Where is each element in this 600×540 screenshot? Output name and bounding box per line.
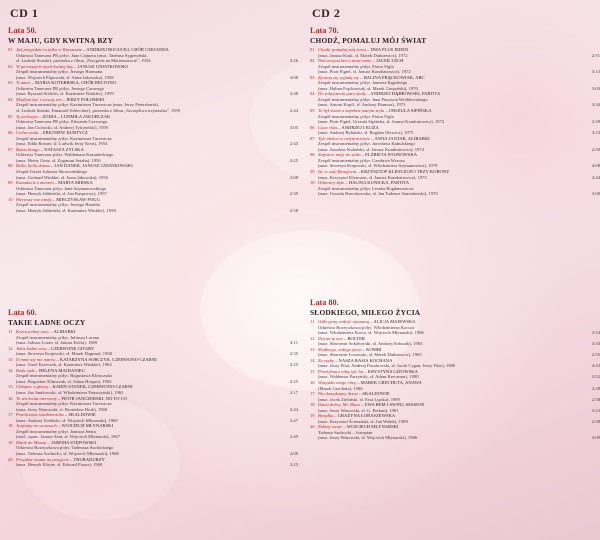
track-entry	[310, 347, 600, 358]
track-number: 16	[310, 380, 315, 386]
track-title: Kanadacie z marzeń	[16, 180, 54, 186]
track-duration: 2:39	[591, 119, 600, 125]
track-artist: – EWA BEM I SWING SESSION	[361, 402, 425, 408]
track-credit: (muz. Józef Krzeczek, sł. Kazimierz Winkler), 1964	[16, 362, 112, 368]
track-credit: (muz. Włodzimierz Korcz, sł. Wojciech Młynarski), 1986	[318, 330, 424, 336]
track-entry	[310, 369, 600, 380]
track-duration: 3:34	[591, 102, 600, 108]
cd1-section-50s	[8, 26, 298, 213]
track-duration: 2:49	[289, 434, 298, 440]
track-credit: (muz. Seweryn Krajewski, sł. Marek Dagnan), 1968	[16, 351, 112, 357]
track-entry	[8, 396, 298, 413]
track-number: 01	[8, 47, 13, 52]
track-title: Przyjdzie mama na przyjęcie	[16, 456, 69, 462]
track-artist: – ANDRZEJ DĄBROWSKI, PARTITA	[367, 91, 441, 97]
track-title: Iść w stali Beauforta	[318, 169, 357, 175]
track-credit: Zespół instrumentalny p/dyr. Jerzego Harmana	[16, 69, 103, 75]
track-number: 05	[8, 113, 13, 119]
track-artist: – SKALDOWIE	[65, 412, 96, 418]
track-duration: 2:43	[289, 141, 298, 147]
track-credit: (muz. Krzysztof Ścierański, sł. Jan Wołek), 1989	[318, 418, 408, 424]
track-number: 02	[8, 63, 13, 69]
track-artist: – WOJCIECH MŁYNARSKI	[57, 423, 114, 429]
track-number: 01	[310, 47, 315, 52]
track-credit: (muz. Sławomir Łosowski, sł. Marek Dutkiewicz), 1983	[318, 352, 422, 358]
section-title: Lata 80.	[310, 298, 339, 307]
track-credit: (muz. Jan Cichocki, sł. Andrzej Tylczyński), 1959	[16, 124, 108, 130]
track-credit: (trad., oprac. Janusz Sent, sł. Wojciech Młynarski), 1967	[16, 434, 121, 440]
track-entry	[310, 47, 600, 58]
track-credit: (muz. Jan Janikowski, sł. Włodzimierz Patuszyński), 1963	[16, 390, 124, 396]
track-duration: 2:39	[289, 191, 298, 197]
track-title: O mnie się nie martw	[16, 356, 56, 362]
track-number: 17	[8, 412, 13, 418]
cd2-label: CD 2	[312, 6, 341, 20]
track-entry	[310, 391, 600, 402]
track-duration: 2:08	[289, 174, 298, 180]
track-number: 13	[310, 346, 315, 352]
track-title: Chodź, pomaluj mój świat	[318, 47, 366, 52]
track-credit: (muz. Jerzy Filar, Andrzej Puczkowski, sł. Jacek Cygan, Jerzy Filar), 1980	[318, 363, 456, 369]
track-credit: (muz. Tadeusz Suchocki, sł. Wojciech Młynarski), 1968	[16, 451, 119, 457]
track-artist: – MIECZYSŁAW FOGG	[52, 196, 100, 202]
track-entry	[8, 114, 298, 131]
track-credit: Orkiestra Taneczna PR p/dyr. Jana Cajmera (muz. Tadeusz Sygietyński,	[16, 52, 148, 58]
track-entry	[310, 402, 600, 413]
track-title: Chłopiec z gitarą	[16, 384, 48, 390]
track-artist: – ALIBABKI	[50, 329, 76, 334]
track-duration: 4:08	[289, 74, 298, 80]
track-entry	[310, 152, 600, 169]
track-credit: (muz. Ryszard Sielicki, sł. Kazimierz Winkler), 1959	[16, 91, 114, 97]
track-list	[8, 329, 298, 468]
track-artist: – ALICJA MAJEWSKA	[370, 319, 416, 324]
track-title: W pierwszych mych kwitną bzy	[16, 63, 73, 69]
track-title: Wszystko czego chcę	[318, 380, 357, 386]
track-credit: Zespół instrumentalny p/dyr. Bogusława Klimczuka	[16, 373, 112, 379]
track-credit: (muz. Heinz Gietz, sł. Zygmunt Sztaba), 1956	[16, 157, 101, 163]
track-number: 03	[8, 80, 13, 86]
track-title: Przeżyłam z tobą tyle lat	[318, 368, 364, 374]
track-title: Odkryjemy miłość nieznaną	[318, 319, 370, 324]
track-credit: sł. Ludwik Starski, Emanuel Schlechter), piosenka z filmu „Szczęśliwa trzynastka", 1959	[16, 108, 181, 114]
track-credit: Zespół instrumentalny p/dyr. Leszka Bogdanowicza	[318, 185, 414, 191]
track-title: Róbmy swoje	[318, 424, 343, 430]
track-duration: 2:25	[289, 157, 298, 163]
track-entry	[310, 136, 600, 153]
track-entry	[8, 163, 298, 180]
track-duration: 3:23	[289, 462, 298, 468]
track-entry	[8, 423, 298, 440]
track-credit: Zespół instrumentalny p/dyr. Juliusza Lorana	[16, 334, 100, 340]
track-entry	[310, 108, 600, 125]
track-duration: 3:52	[591, 374, 600, 380]
section-title: Lata 50.	[8, 26, 37, 35]
track-entry	[8, 147, 298, 164]
track-duration: 4:43	[591, 363, 600, 369]
track-credit: Zespół instrumentalny p/dyr. Kazimierza Turewicza	[16, 135, 112, 141]
track-credit: Orkiestra Taneczna PR p/dyr. Jerzego Caronego	[16, 85, 105, 91]
track-duration: 3:26	[289, 58, 298, 64]
track-artist: – JERZY POŁOMSKI	[62, 96, 105, 102]
track-duration: 3:38	[591, 385, 600, 391]
track-entry	[310, 380, 600, 391]
track-artist: – ELŻBIETA WOJNOWSKA	[361, 152, 418, 158]
track-duration: 4:08	[591, 163, 600, 169]
track-list	[310, 47, 600, 197]
track-title: Do zobaczenia jutro kiedy	[318, 91, 366, 97]
track-title: Ty zielonym	[16, 113, 38, 119]
track-entry	[310, 75, 600, 92]
track-artist: – HALINA FRĄCKOWIAK, ABC	[360, 74, 425, 80]
section-subtitle: SŁODKIEGO, MIŁEGO ŻYCIA	[310, 308, 421, 317]
track-title: Za szybę	[318, 357, 334, 363]
track-duration: 3:54	[591, 330, 600, 336]
track-number: 07	[8, 146, 13, 152]
track-artist: – ZODIA – LUDMIŁA JAKUBCZAK	[38, 113, 111, 119]
track-title: Ti amor	[16, 80, 31, 86]
track-artist: – JANUSZ GNIATKOWSKI	[74, 63, 128, 69]
track-credit: (muz. Urszula Rzeczkowska, sł. Jan Tadeusz Stanisławski), 1970	[318, 191, 438, 197]
track-credit: Orkiestra Taneczna p/dyr. Jana Szymanowskiego	[16, 185, 107, 191]
track-duration: 3:33	[591, 341, 600, 347]
track-duration: 2:35	[289, 351, 298, 357]
track-artist: – KRZYSZTOF KLENCZON I TRZY KORONY	[357, 169, 450, 175]
track-number: 14	[8, 367, 13, 373]
track-credit: Zespół instrumentalny p/dyr. Jarosława Kukulskiego	[318, 141, 415, 147]
track-credit: Zespół instrumentalny p/dyr. Janusza Kępskiego	[318, 80, 408, 86]
track-number: 15	[310, 368, 315, 374]
track-entry	[8, 64, 298, 81]
track-entry	[8, 329, 298, 346]
track-entry	[310, 413, 600, 424]
track-entry	[8, 457, 298, 468]
track-title: Tyle słońca w całym mieście	[318, 135, 370, 141]
track-entry	[8, 368, 298, 385]
track-credit: (muz. Wojciech Piętowski, sł. Anna Jakowska), 1958	[16, 74, 114, 80]
track-credit: (muz. Jerzy Wasowski, sł. Wojciech Młynarski), 1986	[318, 435, 418, 441]
track-duration: 2:25	[289, 378, 298, 384]
track-artist: – NATASZA ZYLSKA	[40, 146, 84, 152]
section-title: Lata 70.	[310, 26, 339, 35]
track-title: Takie ładne oczy	[16, 345, 47, 351]
track-entry	[310, 58, 600, 75]
track-duration: 3:48	[289, 91, 298, 97]
track-duration: 2:51	[591, 52, 600, 58]
track-artist: – SKALDOWIE	[358, 391, 390, 397]
track-duration: 2:58	[591, 396, 600, 402]
track-credit: Zespół instrumentalny p/dyr. Kazimierza Turewicza	[16, 401, 112, 407]
section-subtitle: TAKIE ŁADNE OCZY	[8, 318, 86, 327]
track-artist: – WOJCIECH MŁYNARSKI	[343, 424, 399, 430]
track-duration: 2:55	[591, 352, 600, 358]
track-credit: (muz. Antoni Kopff, sł. Andrzej Bianusz), 1971	[318, 102, 406, 108]
track-credit: Zespół instrumentalny p/dyr. Czesława Wrzosa	[318, 157, 405, 163]
track-credit: (muz. Jarosław Kukulski, sł. Janusz Kondratowicz), 1974	[318, 146, 424, 152]
track-entry	[310, 169, 600, 180]
track-credit: (Marek Grechuta), 1986	[318, 385, 363, 391]
section-subtitle: W MAJU, GDY KWITNĄ BZY	[8, 36, 114, 45]
track-duration: 2:50	[591, 146, 600, 152]
track-number: 05	[310, 108, 315, 114]
track-credit: (muz. Piotr Figiel, Urszula Sipińska, sł. Janusz Kondratowicz), 1972	[318, 119, 445, 125]
track-credit: Zespół instrumentalny p/dyr. Jerzego Haralda	[16, 202, 100, 208]
track-artist: – HALINA KUNICKA, PARTITA	[345, 180, 410, 186]
track-duration: 3:03	[591, 85, 600, 91]
track-title: Zapracie moje do stołu	[318, 152, 361, 158]
track-duration: 2:58	[591, 418, 600, 424]
track-duration: 2:08	[289, 451, 298, 457]
track-duration: 2:44	[289, 108, 298, 114]
track-credit: (muz. Edda Rosner, sł. Ludwik Jerzy Kern), 1954	[16, 141, 108, 147]
cd2-section-80s	[310, 298, 600, 441]
track-artist: – KOMBI	[362, 346, 382, 352]
track-credit: Orkiestra Taneczna p/dyr. Waldemara Kazanieckiego	[16, 152, 114, 158]
track-duration: 2:58	[289, 207, 298, 213]
track-entry	[8, 80, 298, 97]
track-entry	[310, 424, 600, 441]
section-title: Lata 60.	[8, 308, 37, 317]
track-title: Nie domykajmy drzwi	[318, 391, 358, 397]
track-artist: – MARIA KOTERBSKA, CHÓR BELTONO	[31, 80, 116, 86]
cd1-label: CD 1	[10, 6, 39, 20]
track-title: Brzydka	[318, 413, 334, 419]
track-credit: (muz. Waldemar Parzyński, sł. Adam Kreczmar), 1980	[318, 374, 419, 380]
track-title: Modlym być i wiosny nie	[16, 96, 62, 102]
track-credit: (muz. Sławomir Sokołowski, sł. Andrzej Sobczak), 1983	[318, 341, 423, 347]
track-title: Przeliczona wiadomośćka	[16, 412, 64, 418]
track-artist: – ANDRZEJ BOGUCKI, CHÓR CZEJANDA	[83, 47, 169, 52]
cd1-section-60s	[8, 308, 298, 468]
section-subtitle: CHODŹ, POMALUJ MÓJ ŚWIAT	[310, 36, 427, 45]
track-number: 16	[8, 395, 13, 401]
track-credit: (muz. Henryk Jabłoński, sł. Jan Kasprowy), 1957	[16, 191, 107, 197]
track-entry	[8, 47, 298, 64]
track-credit: (muz. Juliusz Loran, sł. Janusz Kofta), 1969	[16, 340, 98, 346]
track-duration: 2:44	[289, 406, 298, 412]
track-entry	[310, 91, 600, 108]
track-title: To był świat w zupełnie starym stylu	[318, 108, 385, 114]
track-title: Cicha woda	[16, 130, 39, 136]
track-credit: (muz. Gerhard Winkler, sł. Anna Jakowska), 1956	[16, 174, 108, 180]
track-title: Dziewczyna bez a może mnie	[318, 58, 372, 64]
track-number: 09	[310, 169, 315, 175]
track-number: 14	[310, 357, 315, 363]
track-number: 07	[310, 135, 315, 141]
track-number: 04	[8, 96, 13, 102]
track-number: 19	[310, 413, 315, 419]
track-entry	[310, 336, 600, 347]
track-entry	[310, 125, 600, 136]
track-number: 12	[8, 345, 13, 351]
track-number: 20	[8, 456, 13, 462]
track-duration: 2:44	[591, 174, 600, 180]
track-title: Jak przyjedzie to tylko w Warszawie	[16, 47, 83, 52]
track-artist: – JACEK LECH	[372, 58, 404, 64]
track-duration: 3:23	[591, 407, 600, 413]
track-duration: 2:25	[289, 362, 298, 368]
track-credit: Zespół instrumentalny p/dyr. Kazimierza Turewicza (muz. Jerzy Petersburski,	[16, 102, 160, 108]
track-number: 11	[8, 329, 13, 334]
track-artist: – BOLTER	[344, 335, 365, 341]
track-credit: (muz. Henryk Klejne, sł. Edward Fiszer), 1968	[16, 462, 103, 468]
track-title: Baino bongo	[16, 146, 40, 152]
track-credit: (muz. Piotr Figiel, sł. Janusz Kondratowicz), 1972	[318, 69, 411, 75]
track-credit: Orkiestra Taneczna PR p/dyr. Edwarda Czerwego	[16, 119, 108, 125]
cd2-section-70s	[310, 26, 600, 197]
track-duration: 3:13	[591, 130, 600, 136]
track-entry	[310, 180, 600, 197]
track-credit: (muz. Jerzy Wasowski, sł. G. Perkun), 1981	[318, 407, 399, 413]
track-title: Za mną się wyjadą się	[318, 74, 359, 80]
track-artist: – ANNA JANTAR, ALIBABKI	[371, 135, 430, 141]
track-duration: 4:11	[290, 340, 298, 346]
track-title: Jesteśmy na wczasach	[16, 423, 57, 429]
track-credit: Zespół instrumentalny p/dyr. Janusza Senta	[16, 428, 96, 434]
track-artist: – KARIN STANEK, CZERWONO-CZARNI	[49, 384, 133, 390]
track-number: 12	[310, 335, 315, 341]
track-credit: (muz. Andrzej Zieliński, sł. Wojciech Młynarski), 1969	[16, 417, 118, 423]
track-artist: – CZERWONE GITARY	[47, 345, 95, 351]
track-title: To ten kwiat czerwony	[16, 395, 57, 401]
track-title: Cuca róża	[318, 124, 338, 130]
track-credit: (muz. Andrzej Rybiński, sł. Bogdan Olewicz), 1975	[318, 130, 414, 136]
track-title: Słodkiego, miłego życia	[318, 346, 362, 352]
track-list	[310, 319, 600, 441]
track-number: 10	[310, 180, 315, 186]
track-credit: (muz. Janusz Kruk, sł. Marek Dutkiewicz), 1972	[318, 52, 408, 58]
track-artist: – NASZA BASIA KOCHANA	[335, 357, 393, 363]
track-duration: 3:00	[591, 191, 600, 197]
track-artist: – ZBIGNIEW KURTYCZ	[39, 130, 88, 136]
track-artist: – MAREK GRECHUTA, ANAWA	[357, 380, 422, 386]
track-entry	[8, 197, 298, 214]
track-artist: – JAREMA STĘPOWSKI	[47, 439, 97, 445]
track-title: Dziok do Miasta	[16, 439, 47, 445]
track-artist: – ANDRZEJ I ELIZA	[338, 124, 379, 130]
track-credit: (muz. Jerzy Wasowski, sł. Bronisław Brok), 1968	[16, 406, 108, 412]
track-entry	[8, 130, 298, 147]
track-artist: – KATARZYNA SOBCZYK, CZERWONO-CZARNI	[56, 356, 157, 362]
track-number: 20	[310, 424, 315, 430]
track-credit: Zespół instrumentalny p/dyr. Piotra Figla	[318, 113, 394, 119]
track-entry	[8, 412, 298, 423]
track-number: 13	[8, 356, 13, 362]
track-number: 02	[310, 58, 315, 64]
track-number: 03	[310, 74, 315, 80]
track-credit: (muz. Jacek Zieliński, sł. Ewa Lipska), 1989	[318, 396, 400, 402]
track-artist: – HELENA MAJDANIEC	[35, 367, 85, 373]
track-title: Bella, bella donna	[16, 163, 50, 169]
track-entry	[8, 97, 298, 114]
track-number: 06	[310, 124, 315, 130]
track-duration: 2:17	[289, 390, 298, 396]
track-duration: 3:05	[289, 124, 298, 130]
track-title: Dzień dobry, Mr. Blues	[318, 402, 361, 408]
track-entry	[8, 357, 298, 368]
track-credit: sł. Ludwik Starski), piosenka z filmu „Przygoda na Mariensztacie", 1954	[16, 58, 151, 64]
track-title: Rudy rydz	[16, 367, 35, 373]
track-number: 06	[8, 130, 13, 136]
track-credit: Zespół instrumentalny p/dyr. Jana Ptaszyna Wróblewskiego	[318, 96, 428, 102]
track-title: Daj mi tę noc	[318, 335, 343, 341]
track-list	[8, 47, 298, 213]
track-number: 08	[310, 152, 315, 158]
track-artist: – URSZULA SIPIŃSKA	[385, 108, 432, 114]
track-number: 09	[8, 180, 13, 186]
track-entry	[310, 358, 600, 369]
track-credit: Orkiestra Rozrywkowa p/dyr. Tadeusza Suchockiego	[16, 445, 114, 451]
track-title: Kwiat jednej nocy	[16, 329, 50, 334]
track-entry	[8, 440, 298, 457]
track-credit: Orkiestra Rozrywkowa p/dyr. Włodzimierza Korcza	[318, 324, 414, 330]
track-credit: Zespół instrumentalny p/dyr. Piotra Figla	[318, 63, 394, 69]
track-number: 19	[8, 439, 13, 445]
track-artist: – KRYSTYNA GIŻOWSKA	[364, 368, 418, 374]
track-number: 11	[310, 319, 315, 324]
track-credit: (muz. Bogusław Klimczuk, sł. Adam Hosper), 1963	[16, 378, 112, 384]
track-credit: (muz. Halina Frąckowiak, sł. Marek Gaszyński), 1970	[318, 85, 418, 91]
track-entry	[8, 180, 298, 197]
track-number: 17	[310, 391, 315, 397]
track-entry	[8, 384, 298, 395]
track-duration: 3:09	[591, 435, 600, 441]
track-number: 04	[310, 91, 315, 97]
track-duration: 3:13	[591, 69, 600, 75]
track-number: 18	[310, 402, 315, 408]
track-number: 18	[8, 423, 13, 429]
track-artist: – JAN DANEK, JANUSZ GNIATKOWSKI	[50, 163, 133, 169]
track-artist: – MARTA MIRSKA	[54, 180, 93, 186]
track-credit: Tadeusz Suchocki – fortepian	[318, 429, 373, 435]
track-entry	[310, 319, 600, 336]
track-artist: – DWA PLUS JEDEN	[367, 47, 409, 52]
track-artist: – PIOTR JANCZERSKI, NO TO CO	[57, 395, 127, 401]
track-credit: (muz. Henryk Jabłoński, sł. Kazimierz Winkler), 1958	[16, 207, 116, 213]
track-number: 15	[8, 384, 13, 390]
track-duration: 2:47	[289, 417, 298, 423]
track-credit: (muz. Krzysztof Klenczon, sł. Janusz Kondratowicz), 1973	[318, 174, 427, 180]
track-number: 10	[8, 196, 13, 202]
track-credit: Zespół Józefa Juliusza Skowrońskiego	[16, 169, 88, 175]
track-artist: – TRUBADURZY	[70, 456, 105, 462]
track-credit: (muz. Seweryn Krajewski, sł. Włodzimierz Szymanowicz), 1979	[318, 163, 438, 169]
track-artist: – GRAŻYNA ŁOBASZEWSKA	[334, 413, 396, 419]
track-number: 08	[8, 163, 13, 169]
track-entry	[8, 346, 298, 357]
track-title: Orkiestry dęte	[318, 180, 345, 186]
track-title: Pierwszy raz wtedy	[16, 196, 52, 202]
